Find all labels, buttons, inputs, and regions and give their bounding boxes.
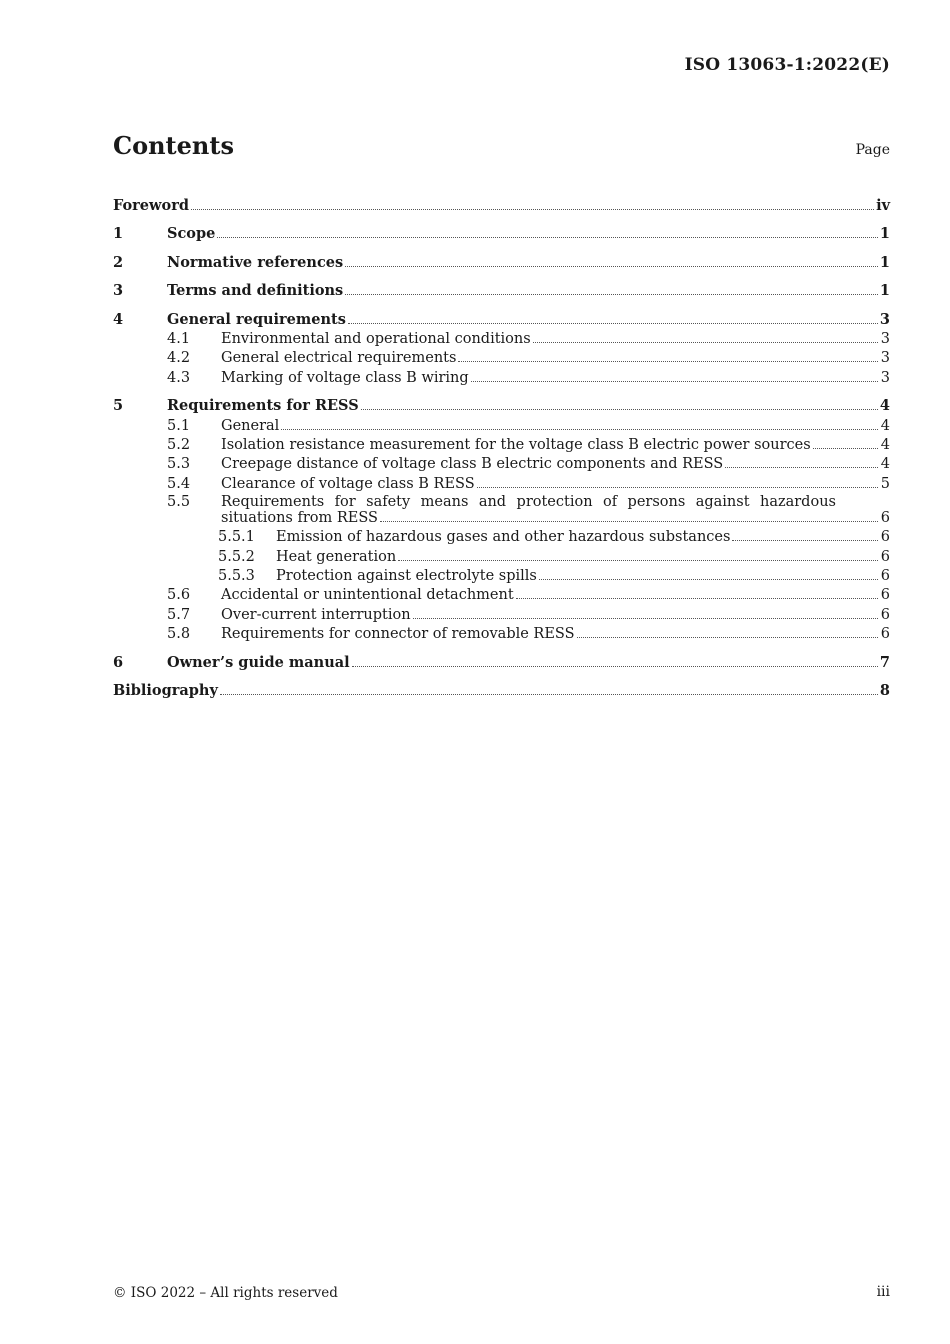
toc-title: Emission of hazardous gases and other hazardous substances	[276, 529, 731, 546]
toc-title-wrapped	[221, 494, 890, 526]
toc-entry-5-6[interactable]	[113, 584, 890, 603]
toc-page: 6	[880, 606, 890, 623]
toc-title: Marking of voltage class B wiring	[221, 369, 469, 386]
toc-page: 3	[879, 310, 890, 328]
toc-title: Heat generation	[276, 548, 397, 565]
dot-leader	[348, 323, 878, 324]
dot-leader	[477, 487, 878, 488]
toc-page: 6	[880, 587, 890, 604]
toc-entry-5-2[interactable]	[113, 434, 890, 453]
toc-page: 4	[880, 436, 890, 453]
toc-title-word: hazardous	[759, 493, 836, 510]
toc-number: 5.3	[167, 456, 191, 473]
toc-entry-5-5-1[interactable]	[113, 526, 890, 545]
dot-leader	[217, 237, 878, 238]
toc-title-word: means	[420, 493, 469, 510]
toc-title: Foreword	[113, 196, 189, 214]
toc-entry-4-1[interactable]	[113, 328, 890, 347]
toc-number: 4	[113, 310, 124, 328]
toc-number: 5.7	[167, 606, 191, 623]
toc-title: Environmental and operational conditions	[221, 330, 531, 347]
dot-leader	[458, 361, 878, 362]
toc-page: 1	[879, 253, 890, 271]
toc-number: 2	[113, 253, 124, 271]
toc-title: Scope	[167, 225, 216, 242]
dot-leader	[732, 540, 878, 541]
toc-number: 5.5.3	[218, 567, 255, 584]
toc-number: 6	[113, 653, 124, 671]
toc-entry-6[interactable]	[113, 642, 890, 671]
toc-entry-4-2[interactable]	[113, 347, 890, 366]
toc-page: 6	[880, 626, 890, 643]
contents-title: Contents	[113, 131, 234, 160]
toc-number: 3	[113, 282, 124, 299]
toc-page: 7	[879, 653, 890, 671]
dot-leader	[191, 209, 874, 210]
toc-entry-1[interactable]	[113, 214, 890, 243]
toc-entry-5-5-3[interactable]	[113, 565, 890, 584]
toc-entry-5[interactable]	[113, 386, 890, 415]
toc-number: 1	[113, 225, 124, 242]
toc-title: Owner’s guide manual	[167, 653, 350, 671]
toc-title-word: for	[334, 493, 356, 510]
dot-leader	[398, 560, 878, 561]
toc-page: 6	[880, 548, 890, 565]
toc-title-word: Requirements	[221, 493, 325, 510]
toc-number: 4.2	[167, 350, 191, 367]
toc-page: 6	[880, 567, 890, 584]
toc-title: Accidental or unintentional detachment	[221, 587, 514, 604]
toc-page: 8	[879, 682, 890, 700]
document-id: ISO 13063-1:2022(E)	[684, 55, 890, 75]
dot-leader	[220, 694, 878, 695]
toc-title-word: against	[695, 493, 750, 510]
dot-leader	[413, 618, 878, 619]
toc-title: Requirements for RESS	[167, 397, 359, 415]
toc-entry-3[interactable]	[113, 271, 890, 300]
toc-page: 4	[880, 417, 890, 434]
toc-entry-5-7[interactable]	[113, 603, 890, 622]
toc-page: 4	[879, 397, 890, 415]
toc-number: 5.1	[167, 417, 191, 434]
toc-title-word: persons	[627, 493, 686, 510]
page-column-label: Page	[855, 142, 890, 158]
toc-number: 5	[113, 397, 124, 415]
dot-leader	[577, 637, 878, 638]
dot-leader	[345, 266, 878, 267]
toc-page: 4	[880, 456, 890, 473]
toc-number: 5.8	[167, 626, 191, 643]
footer-page-number: iii	[876, 1284, 890, 1300]
table-of-contents	[113, 185, 890, 699]
toc-title: General	[221, 417, 280, 434]
dot-leader	[539, 579, 878, 580]
toc-entry-foreword[interactable]	[113, 185, 890, 214]
toc-entry-5-3[interactable]	[113, 453, 890, 472]
toc-title-line-2	[221, 510, 890, 526]
dot-leader	[281, 429, 878, 430]
dot-leader	[380, 521, 878, 522]
toc-title: Over-current interruption	[221, 606, 411, 623]
dot-leader	[725, 467, 878, 468]
toc-entry-5-1[interactable]	[113, 414, 890, 433]
dot-leader	[813, 448, 878, 449]
toc-title: Clearance of voltage class B RESS	[221, 475, 475, 492]
toc-number: 4.3	[167, 369, 191, 386]
toc-title-word: safety	[366, 493, 411, 510]
toc-title: Isolation resistance measurement for the voltage class B electric power sources	[221, 436, 811, 453]
toc-title: situations from RESS	[221, 509, 378, 526]
toc-title-line-1	[221, 494, 836, 510]
toc-title: Creepage distance of voltage class B electric components and RESS	[221, 456, 724, 473]
toc-page: 1	[879, 282, 890, 299]
toc-number: 5.5	[167, 493, 191, 510]
toc-entry-5-5[interactable]	[113, 492, 890, 526]
dot-leader	[533, 342, 878, 343]
dot-leader	[352, 666, 878, 667]
toc-number: 4.1	[167, 330, 191, 347]
toc-entry-4-3[interactable]	[113, 366, 890, 385]
toc-title: Terms and definitions	[167, 282, 344, 299]
toc-title-word: of	[602, 493, 618, 510]
toc-number: 5.6	[167, 587, 191, 604]
toc-title: Requirements for connector of removable RESS	[221, 626, 575, 643]
dot-leader	[361, 409, 878, 410]
toc-page: 3	[880, 350, 890, 367]
dot-leader	[516, 598, 878, 599]
toc-number: 5.5.1	[218, 529, 255, 546]
toc-page: 6	[880, 509, 890, 526]
toc-number: 5.2	[167, 436, 191, 453]
dot-leader	[471, 381, 878, 382]
toc-title: Bibliography	[113, 682, 218, 700]
toc-number: 5.4	[167, 475, 191, 492]
toc-entry-5-8[interactable]	[113, 623, 890, 642]
toc-entry-5-4[interactable]	[113, 472, 890, 491]
toc-title-word: protection	[516, 493, 593, 510]
footer-copyright: © ISO 2022 – All rights reserved	[113, 1285, 338, 1301]
toc-title: Normative references	[167, 253, 344, 271]
toc-entry-2[interactable]	[113, 242, 890, 271]
toc-page: iv	[876, 196, 890, 214]
toc-title-word: and	[478, 493, 507, 510]
toc-entry-5-5-2[interactable]	[113, 545, 890, 564]
toc-number: 5.5.2	[218, 548, 255, 565]
toc-page: 3	[880, 369, 890, 386]
toc-page: 3	[880, 330, 890, 347]
toc-page: 6	[880, 529, 890, 546]
toc-title: General electrical requirements	[221, 350, 457, 367]
toc-entry-4[interactable]	[113, 299, 890, 328]
toc-title: General requirements	[167, 310, 346, 328]
toc-title: Protection against electrolyte spills	[276, 567, 537, 584]
dot-leader	[345, 294, 878, 295]
toc-entry-bibliography[interactable]	[113, 671, 890, 700]
toc-page: 5	[880, 475, 890, 492]
toc-page: 1	[879, 225, 890, 242]
